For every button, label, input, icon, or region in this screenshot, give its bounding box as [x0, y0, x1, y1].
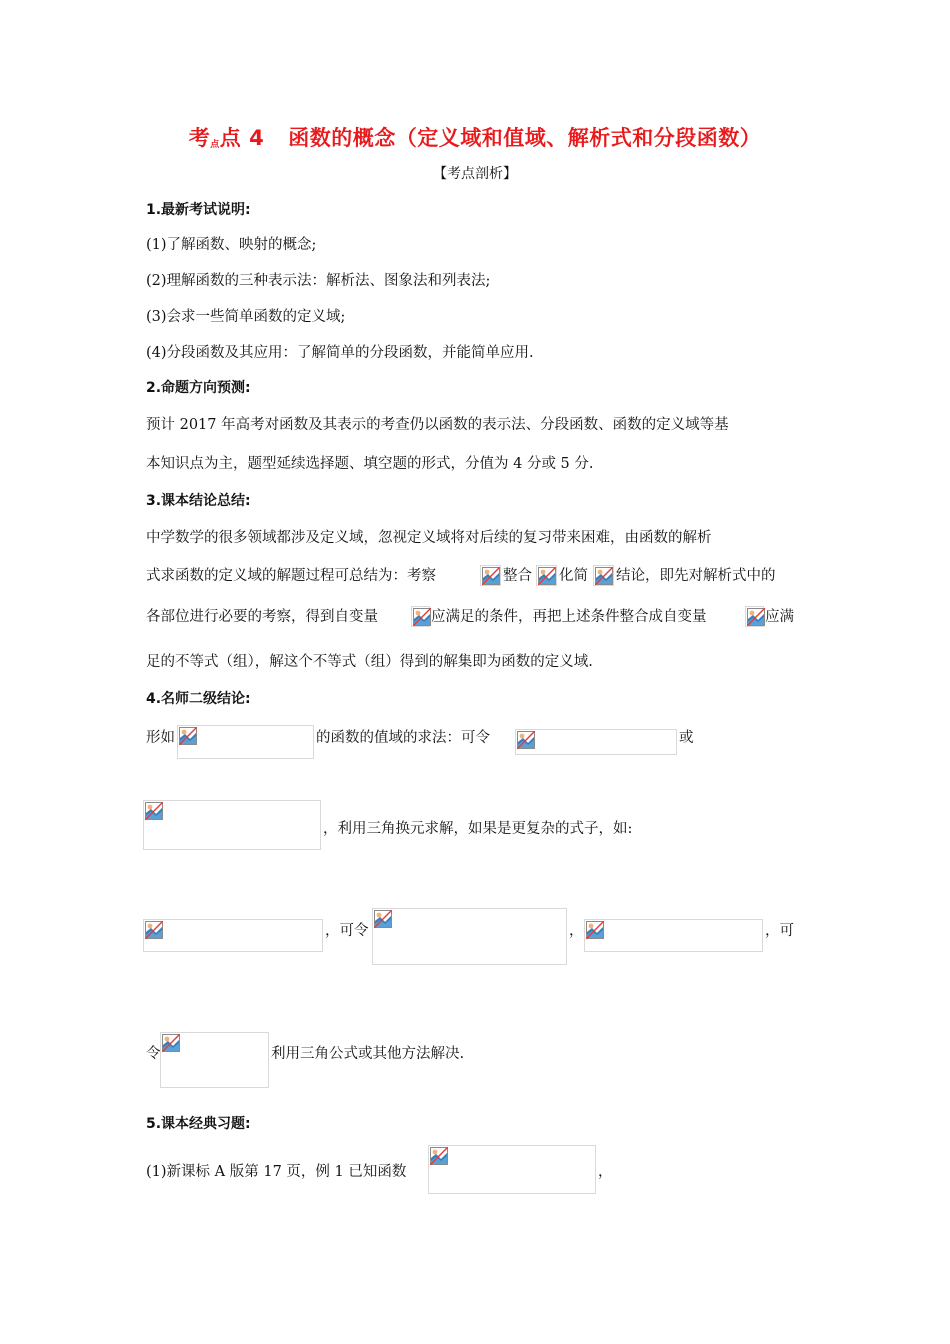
- s2-line-1: 预计 2017 年高考对函数及其表示的考查仍以函数的表示法、分段函数、函数的定义域等基: [146, 417, 729, 433]
- page-title: 考点点 4 函数的概念（定义域和值域、解析式和分段函数）: [188, 126, 762, 150]
- formula-image: [411, 606, 430, 627]
- broken-image-icon: [145, 921, 163, 939]
- s4-row-2: ，利用三角换元求解，如果是更复杂的式子，如:: [323, 821, 633, 837]
- s3-line-2d: 结论，即先对解析式中的: [616, 568, 776, 584]
- s3-line-4: 足的不等式（组），解这个不等式（组）得到的解集即为函数的定义域.: [146, 654, 593, 670]
- broken-image-icon: [747, 608, 765, 626]
- s3-line-1: 中学数学的很多领域都涉及定义域，忽视定义域将对后续的复习带来困难，由函数的解析: [146, 530, 712, 546]
- s4-row-4a: 令: [146, 1046, 161, 1062]
- s4-row-3b: ，: [569, 923, 584, 939]
- formula-image: [143, 919, 323, 952]
- formula-image: [428, 1145, 596, 1194]
- formula-image: [536, 565, 557, 586]
- s4-row-1a: 形如: [146, 730, 175, 746]
- s1-item-3: (3)会求一些简单函数的定义域;: [146, 309, 346, 325]
- subtitle: 【考点剖析】: [433, 166, 517, 182]
- broken-image-icon: [413, 608, 431, 626]
- s3-line-2a: 式求函数的定义域的解题过程可总结为：考察: [146, 568, 436, 584]
- broken-image-icon: [586, 921, 604, 939]
- formula-image: [515, 729, 677, 755]
- formula-image: [480, 565, 501, 586]
- s4-row-1b: 的函数的值域的求法：可令: [316, 730, 490, 746]
- s4-row-4b: 利用三角公式或其他方法解决.: [271, 1046, 465, 1062]
- broken-image-icon: [374, 910, 392, 928]
- broken-image-icon: [430, 1147, 448, 1165]
- formula-image: [143, 800, 321, 850]
- s3-line-2c: 化简: [559, 568, 588, 584]
- broken-image-icon: [179, 727, 197, 745]
- formula-image: [593, 565, 614, 586]
- s4-row-1c: 或: [679, 730, 694, 746]
- s3-line-3c: 应满: [765, 609, 794, 625]
- s1-item-2: (2)理解函数的三种表示法：解析法、图象法和列表法;: [146, 273, 491, 289]
- broken-image-icon: [538, 567, 556, 585]
- s4-row-3c: ，可: [765, 923, 794, 939]
- formula-image: [745, 606, 764, 627]
- section-5-heading: 5.课本经典习题:: [146, 1116, 251, 1132]
- s3-line-3b: 应满足的条件，再把上述条件整合成自变量: [431, 609, 707, 625]
- broken-image-icon: [517, 731, 535, 749]
- s1-item-1: (1)了解函数、映射的概念;: [146, 237, 317, 253]
- broken-image-icon: [145, 802, 163, 820]
- formula-image: [177, 725, 314, 759]
- formula-image: [372, 908, 567, 965]
- s5-line-1a: (1)新课标 A 版第 17 页，例 1 已知函数: [146, 1164, 407, 1180]
- section-4-heading: 4.名师二级结论:: [146, 691, 251, 707]
- broken-image-icon: [162, 1034, 180, 1052]
- s1-item-4: (4)分段函数及其应用：了解简单的分段函数，并能简单应用.: [146, 345, 534, 361]
- s4-row-3a: ，可令: [325, 923, 369, 939]
- section-2-heading: 2.命题方向预测:: [146, 380, 251, 396]
- s2-line-2: 本知识点为主，题型延续选择题、填空题的形式，分值为 4 分或 5 分.: [146, 456, 594, 472]
- broken-image-icon: [595, 567, 613, 585]
- s3-line-2b: 整合: [503, 568, 532, 584]
- broken-image-icon: [482, 567, 500, 585]
- s5-line-1b: ，: [598, 1164, 613, 1180]
- section-3-heading: 3.课本结论总结:: [146, 493, 251, 509]
- formula-image: [584, 919, 763, 952]
- section-1-heading: 1.最新考试说明:: [146, 202, 251, 218]
- s3-line-3a: 各部位进行必要的考察，得到自变量: [146, 609, 378, 625]
- formula-image: [160, 1032, 269, 1088]
